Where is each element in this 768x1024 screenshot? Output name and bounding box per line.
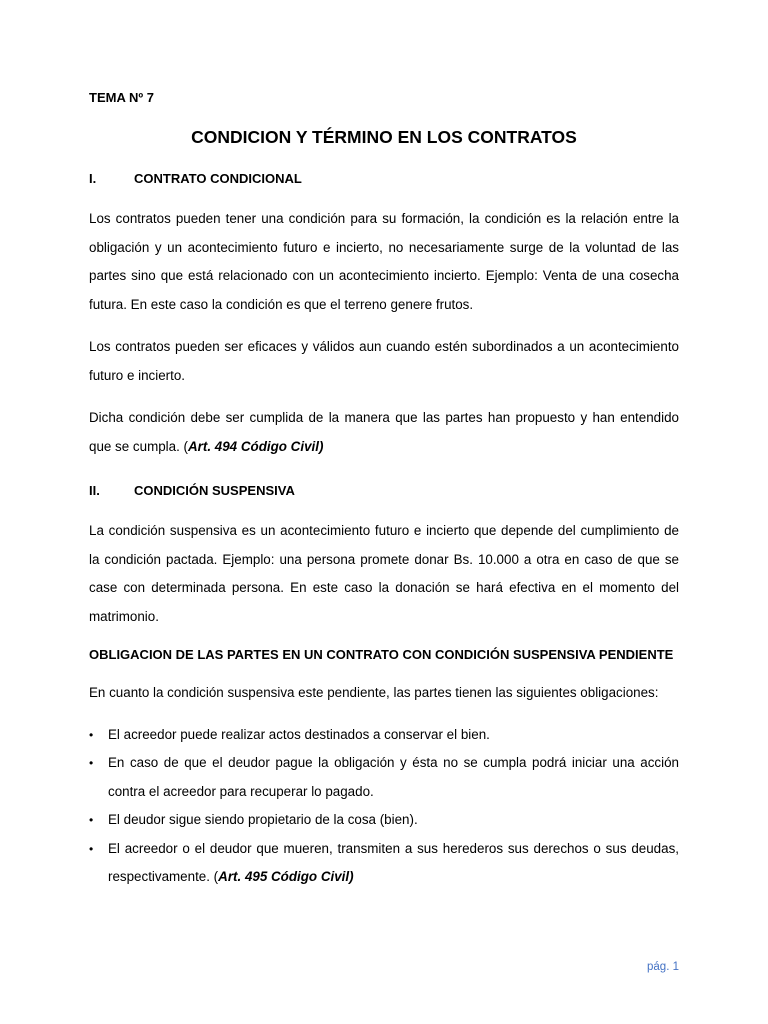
page-number: pág. 1 [647, 961, 679, 973]
legal-reference: Art. 495 Código Civil) [218, 869, 354, 884]
document-title: CONDICION Y TÉRMINO EN LOS CONTRATOS [191, 127, 577, 147]
list-item-text: El deudor sigue siendo propietario de la cosa (bien). [108, 812, 418, 827]
legal-reference: Art. 494 Código Civil) [188, 438, 324, 454]
paragraph: La condición suspensiva es un acontecimiento futuro e incierto que depende del cumplimiento de la condición pactada. Ejemplo: una persona promete donar Bs. 10.000 a otra en caso de que se case con determinada persona. En este caso la donación se hará efectiva en el momento del matrimonio. [89, 523, 679, 624]
list-item-text: El acreedor o el deudor que mueren, transmiten a sus herederos sus derechos o sus deudas, respectivamente. ( [108, 840, 679, 884]
section-number: II. [89, 483, 100, 498]
paragraph: En cuanto la condición suspensiva este pendiente, las partes tienen las siguientes obligaciones: [89, 685, 659, 700]
bullet-icon: • [89, 756, 94, 770]
list-item [89, 806, 679, 835]
list-item-text: En caso de que el deudor pague la obligación y ésta no se cumpla podrá iniciar una acción contra el acreedor para recuperar lo pagado. [108, 755, 679, 799]
subsection-heading: OBLIGACION DE LAS PARTES EN UN CONTRATO CON CONDICIÓN SUSPENSIVA PENDIENTE [89, 647, 674, 662]
section-title: CONDICIÓN SUSPENSIVA [134, 483, 295, 498]
obligations-list [89, 721, 679, 892]
paragraph-text: Dicha condición debe ser cumplida de la manera que las partes han propuesto y han entendido que se cumpla. ( [89, 410, 679, 454]
bullet-icon: • [89, 727, 94, 742]
paragraph: Los contratos pueden tener una condición para su formación, la condición es la relación entre la obligación y un acontecimiento futuro e incierto, no necesariamente surge de la voluntad de las partes sino que está relacionado con un acontecimiento incierto. Ejemplo: Venta de una cosecha futura. En este caso la condición es que el terreno genere frutos. [89, 211, 679, 312]
section-heading-condicion-suspensiva [89, 481, 679, 501]
list-item [89, 835, 679, 892]
paragraph-with-reference [89, 404, 679, 461]
bullet-icon: • [89, 813, 94, 827]
list-item-text: El acreedor puede realizar actos destinados a conservar el bien. [108, 726, 490, 742]
topic-label: TEMA Nº 7 [89, 90, 154, 105]
list-item [89, 749, 679, 806]
section-title: CONTRATO CONDICIONAL [134, 171, 302, 186]
list-item [89, 721, 679, 750]
section-heading-contrato-condicional [89, 169, 679, 189]
paragraph: Los contratos pueden ser eficaces y válidos aun cuando estén subordinados a un acontecimiento futuro e incierto. [89, 339, 679, 383]
section-number: I. [89, 171, 97, 186]
bullet-icon: • [89, 841, 94, 856]
